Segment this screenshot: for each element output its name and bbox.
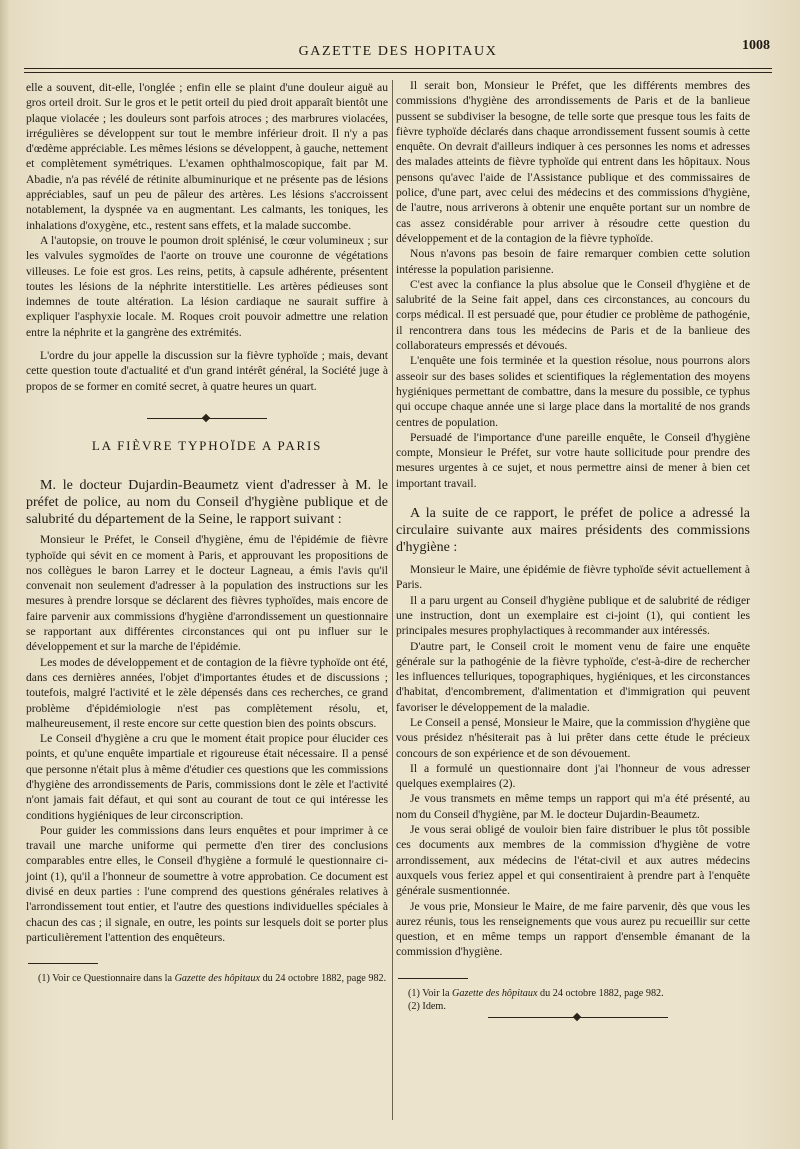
footnote-rule [398, 978, 468, 979]
paragraph: Le Conseil d'hygiène a cru que le moment était propice pour élucider ces points, et qu'une enquête impartiale et rigoureuse était nécessaire. Il a pensé que personne n'était plus à même d'étudier ces questions que les commissions d'hygiène des arrondissements de Paris, commissions dont le zèle et l'activité n'ont jamais fait défaut, et qui sont au courant de tout ce qui intéresse les conditions hygiéniques de leur circonscription. [26, 732, 388, 822]
paragraph: Je vous transmets en même temps un rapport qui m'a été présenté, au nom du Conseil d'hygiène, par M. le docteur Dujardin-Beaumetz. [396, 792, 750, 821]
column-divider [392, 80, 393, 1120]
paragraph: L'enquête une fois terminée et la question résolue, nous pourrons alors asseoir sur des bases solides et scientifiques la réglementation des moyens hygiéniques permettant de combattre, dans la mesure du possible, ce typhus qui occupe chaque année une si large place dans la mortalité de nos grands centres de population. [396, 354, 750, 429]
paragraph: Il a paru urgent au Conseil d'hygiène publique et de salubrité de rédiger une instruction, dont un exemplaire est ci-joint (1), qui contient les principales mesures prophylactiques à recommander aux intéressés. [396, 593, 750, 638]
paragraph: Je vous serai obligé de vouloir bien faire distribuer le plus tôt possible ces documents aux membres de la commission d'hygiène de votre arrondissement, aux médecins de l'état-civil et aux autres médecins auxquels vous feriez appel et qui consentiraient à prendre part à l'enquête générale susmentionnée. [396, 823, 750, 898]
footnote: (1) Voir ce Questionnaire dans la Gazette des hôpitaux du 24 octobre 1882, page 982. [38, 973, 387, 985]
page-number: 1008 [742, 38, 770, 53]
lead-paragraph [26, 477, 388, 528]
paragraph: Monsieur le Maire, une épidémie de fièvre typhoïde sévit actuellement à Paris. [396, 563, 750, 592]
paragraph: C'est avec la confiance la plus absolue que le Conseil d'hygiène et de salubrité de la Seine fait appel, dans ces circonstances, au concours du corps médical. Il est persuadé que, pour étudier ce problème de pathogénie, il rencontrera dans tous les médecins de Paris et de la banlieue des collaborateurs empressés et dévoués. [396, 277, 750, 353]
section-title: LA FIÈVRE TYPHOÏDE A PARIS [91, 437, 323, 453]
paragraph: Le Conseil a pensé, Monsieur le Maire, que la commission d'hygiène que vous présidez n'hésiterait pas à lui prêter dans cette étude le précieux concours de son expérience et de son dévouement. [396, 715, 750, 760]
paragraph: Nous n'avons pas besoin de faire remarquer combien cette solution intéresse la population parisienne. [396, 247, 750, 276]
paragraph: A l'autopsie, on trouve le poumon droit splénisé, le cœur volumineux ; sur les valvules sygmoïdes de l'aorte on trouve une couronne de végétations villeuses. Le foie est gros. Les reins, petits, à capsule adhérente, présentent toutes les lésions de la néphrite interstitielle. Les artères pédieuses sont indemnes de toute altération. La lésion cardiaque ne saurait suffire à expliquer l'asphyxie locale. M. Roques croit pouvoir admettre une relation entre la néphrite et la gangrène des extrémités. [26, 233, 388, 339]
paragraph: Monsieur le Préfet, le Conseil d'hygiène, ému de l'épidémie de fièvre typhoïde qui sévit en ce moment à Paris, et approuvant les propositions de nos collègues le baron Larrey et le docteur Lagneau, a émis l'avis qu'il convenait non seulement d'adresser à la population des instructions sur les mesures à prendre lorsque se déclarent des fièvres typhoïdes, mais encore de faire parvenir aux commissions d'hygiène d'arrondissement un questionnaire se rapportant aux différentes circonstances qui ont pu influer sur le développement et sur la marche de l'épidémie. [26, 533, 388, 654]
paragraph: A la suite de ce rapport, le préfet de police a adressé la circulaire suivante aux maires présidents des commissions d'hygiène : [396, 506, 750, 556]
paragraph: Il serait bon, Monsieur le Préfet, que les différents membres des commissions d'hygiène des arrondissements de Paris et de la banlieue pussent se subdiviser la besogne, de telle sorte que presque tous les faits de fièvre typhoïde déclarés dans chaque arrondissement fussent soumis à cette enquête. On devrait d'ailleurs indiquer à ces personnes les noms et adresses des malades atteints de fièvre typhoïde qui entrent dans les hôpitaux. Nous pensons qu'avec l'aide de l'Assistance publique et des commissaires de police, d'une part, avec celui des médecins et des commissions d'hygiène, de l'autre, nous arriverons à obtenir une enquête portant sur un nombre de cas assez considérable pour arriver à résoudre cette question du développement et de la contagion de la fièvre typhoïde. [396, 79, 750, 245]
paragraph: elle a souvent, dit-elle, l'onglée ; enfin elle se plaint d'une douleur aiguë au gros orteil droit. Sur le gros et le petit orteil du pied droit apparaît bientôt une plaque violacée ; les douleurs sont parfois atroces ; des marbrures violacées, irrégulières se développent sur tout le membre inférieur droit. Il n'y a pas d'œdème appréciable. Les mêmes lésions se développent, à gauche, nettement et complètement symétriques. L'examen ophthalmoscopique, fait par M. Abadie, n'a pas révélé de rétinite albuminurique et ne présente pas de lésions appréciables, sauf un peu de pâleur des artères. Les lésions s'accroissent notablement, la dyspnée va en augmentant. Les calmants, les toniques, les inhalations d'oxygène, etc., restent sans effets, et la malade succombe. [26, 81, 388, 232]
paragraph: D'autre part, le Conseil croit le moment venu de faire une enquête générale sur la pathogénie de la fièvre typhoïde, c'est-à-dire de rechercher les influences telluriques, topographiques, hygiéniques, et les circonstances d'habitat, d'encombrement, d'alimentation et d'immigration qui peuvent favoriser le développement de la maladie. [396, 639, 750, 714]
section-separator [147, 416, 267, 420]
right-column [396, 78, 750, 1019]
header-rule-thin [24, 72, 772, 73]
journal-title: Gazette des hôpitaux [174, 973, 261, 985]
left-column [26, 80, 388, 985]
paragraph: Persuadé de l'importance d'une pareille enquête, le Conseil d'hygiène compte, Monsieur le Préfet, sur votre haute sollicitude pour prendre des mesures urgentes à ce sujet, et nous permettre ainsi de mener à bien cet important travail. [396, 430, 750, 490]
header-rule [24, 68, 772, 69]
circular-intro [396, 505, 750, 556]
paragraph: Je vous prie, Monsieur le Maire, de me faire parvenir, dès que vous les aurez réunis, tous les renseignements que vous aurez pu recueillir sur cette question, et en même temps un rapport d'ensemble émanant de la commission d'hygiène. [396, 899, 750, 959]
end-separator [488, 1015, 668, 1019]
running-title: GAZETTE DES HOPITAUX [298, 44, 498, 59]
footnote: (1) Voir la Gazette des hôpitaux du 24 octobre 1882, page 982. [408, 987, 664, 999]
paragraph: M. le docteur Dujardin-Beaumetz vient d'adresser à M. le préfet de police, au nom du Conseil d'hygiène publique et de salubrité du département de la Seine, le rapport suivant : [26, 478, 388, 528]
paragraph: Il a formulé un questionnaire dont j'ai l'honneur de vous adresser quelques exemplaires (2). [396, 761, 750, 791]
paragraph: Pour guider les commissions dans leurs enquêtes et pour imprimer à ce travail une marche uniforme qui permette d'en tirer des conclusions comparables entre elles, le Conseil d'hygiène a formulé le questionnaire ci-joint (1), qu'il a l'honneur de soumettre à votre approbation. Ce document est divisé en deux parties : l'une comprend des questions générales relatives à l'arrondissement tout entier, et l'autre des questions individuelles spéciales à chacun des cas ; il signale, en outre, les points sur lesquels doit se porter plus particulièrement l'attention des enquêteurs. [26, 823, 388, 944]
journal-title: Gazette des hôpitaux [452, 987, 538, 999]
footnote-rule [28, 963, 98, 964]
paragraph: L'ordre du jour appelle la discussion sur la fièvre typhoïde ; mais, devant cette question toute d'actualité et d'un grand intérêt général, la Société juge à propos de se former en comité secret, à quatre heures un quart. [26, 349, 388, 393]
paragraph: Les modes de développement et de contagion de la fièvre typhoïde ont été, dans ces dernières années, l'objet d'importantes études et de discussions ; toutefois, malgré l'activité et le zèle dépensés dans ces recherches, ce grand problème d'épidémiologie n'est pas complètement résolu, et, malheureusement, il reste encore sur cette question bien des points obscurs. [26, 655, 388, 730]
footnote: (2) Idem. [408, 1000, 446, 1012]
